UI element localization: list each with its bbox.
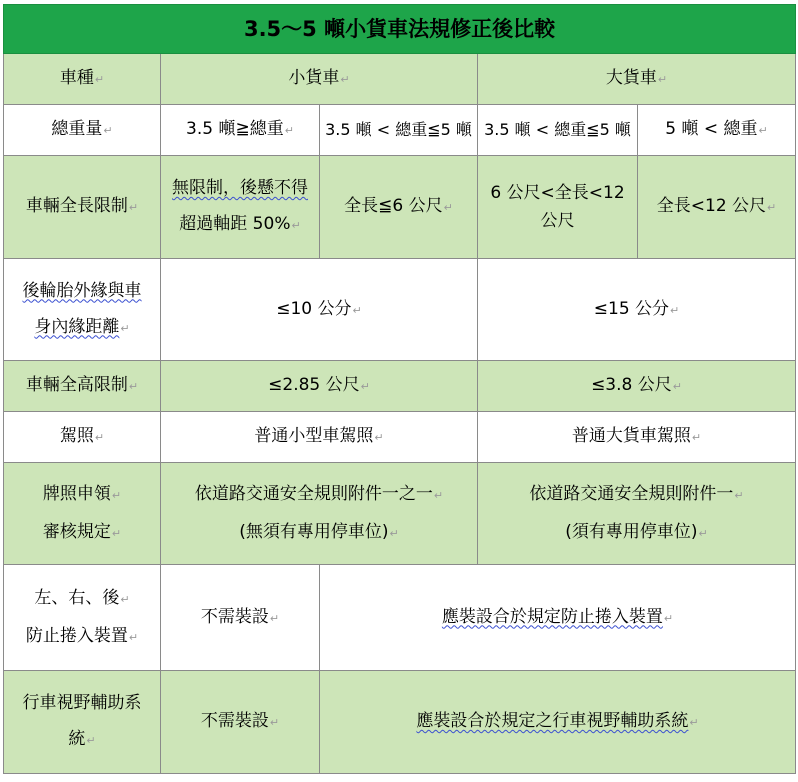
paragraph-mark-icon: ↵ bbox=[657, 73, 668, 86]
gross-weight-row bbox=[4, 105, 796, 156]
license-small: 普通小型車駕照↵ bbox=[161, 412, 478, 463]
plate-label-line-1: 牌照申領 bbox=[42, 483, 111, 504]
paragraph-mark-icon: ↵ bbox=[86, 734, 96, 747]
vision-label-line-2: 統 bbox=[68, 729, 86, 749]
paragraph-mark-icon: ↵ bbox=[120, 592, 130, 606]
rear-tire-large: ≤15 公分↵ bbox=[478, 259, 796, 361]
rear-tire-label-line-1: 後輪胎外緣與車 bbox=[22, 280, 142, 301]
height-limit-large: ≤3.8 公尺↵ bbox=[478, 361, 796, 412]
license-row bbox=[4, 412, 796, 463]
paragraph-mark-icon: ↵ bbox=[767, 201, 777, 214]
gross-weight-cell-2: 3.5 噸 < 總重≦5 噸 bbox=[320, 105, 478, 156]
paragraph-mark-icon: ↵ bbox=[389, 526, 399, 540]
vision-rest: 應裝設合於規定之行車視野輔助系統↵ bbox=[320, 671, 796, 774]
paragraph-mark-icon: ↵ bbox=[670, 303, 680, 317]
gross-weight-cell-1: 3.5 噸≧總重↵ bbox=[161, 105, 320, 156]
underrun-row bbox=[4, 565, 796, 671]
paragraph-mark-icon: ↵ bbox=[360, 380, 370, 393]
plate-large-line-2: (須有專用停車位) bbox=[565, 521, 698, 542]
gross-weight-cell-4: 5 噸 < 總重↵ bbox=[638, 105, 796, 156]
underrun-label-line-1: 左、右、後 bbox=[34, 587, 120, 608]
row-label-rear-tire bbox=[4, 259, 161, 361]
row-label-license: 駕照↵ bbox=[4, 412, 161, 463]
rear-tire-small: ≤10 公分↵ bbox=[161, 259, 478, 361]
paragraph-mark-icon: ↵ bbox=[103, 124, 113, 137]
title-row bbox=[4, 5, 796, 54]
gross-weight-cell-3: 3.5 噸 < 總重≦5 噸 bbox=[478, 105, 638, 156]
underrun-small: 不需裝設↵ bbox=[161, 565, 320, 671]
row-label-underrun bbox=[4, 565, 161, 671]
vehicle-type-row bbox=[4, 54, 796, 105]
paragraph-mark-icon: ↵ bbox=[374, 431, 384, 444]
plate-small-line-2: (無須有專用停車位) bbox=[239, 521, 389, 542]
license-large: 普通大貨車駕照↵ bbox=[478, 412, 796, 463]
paragraph-mark-icon: ↵ bbox=[128, 380, 139, 393]
paragraph-mark-icon: ↵ bbox=[269, 716, 280, 729]
row-label-length-limit: 車輛全長限制↵ bbox=[4, 156, 161, 259]
paragraph-mark-icon: ↵ bbox=[672, 380, 682, 393]
paragraph-mark-icon: ↵ bbox=[111, 488, 122, 502]
length-limit-cell-1-line-2: 超過軸距 50% bbox=[179, 214, 291, 234]
length-limit-cell-1 bbox=[161, 156, 320, 259]
length-limit-cell-3: 6 公尺<全長<12 公尺 bbox=[478, 156, 638, 259]
height-limit-small: ≤2.85 公尺↵ bbox=[161, 361, 478, 412]
paragraph-mark-icon: ↵ bbox=[758, 124, 768, 137]
paragraph-mark-icon: ↵ bbox=[433, 488, 444, 502]
underrun-label-line-2: 防止捲入裝置 bbox=[25, 625, 128, 646]
row-label-height-limit: 車輛全高限制↵ bbox=[4, 361, 161, 412]
paragraph-mark-icon: ↵ bbox=[269, 611, 280, 625]
row-label-vision bbox=[4, 671, 161, 774]
paragraph-mark-icon: ↵ bbox=[340, 73, 350, 86]
comparison-table bbox=[3, 4, 796, 774]
paragraph-mark-icon: ↵ bbox=[663, 611, 674, 625]
header-small-truck: 小貨車↵ bbox=[161, 54, 478, 105]
paragraph-mark-icon: ↵ bbox=[691, 431, 702, 444]
paragraph-mark-icon: ↵ bbox=[734, 488, 744, 502]
vision-small: 不需裝設↵ bbox=[161, 671, 320, 774]
paragraph-mark-icon: ↵ bbox=[291, 219, 301, 232]
plate-small bbox=[161, 463, 478, 565]
row-label-vehicle-type: 車種↵ bbox=[4, 54, 161, 105]
paragraph-mark-icon: ↵ bbox=[94, 431, 105, 444]
length-limit-row bbox=[4, 156, 796, 259]
paragraph-mark-icon: ↵ bbox=[128, 201, 139, 214]
vision-row bbox=[4, 671, 796, 774]
paragraph-mark-icon: ↵ bbox=[352, 303, 362, 317]
plate-large bbox=[478, 463, 796, 565]
header-large-truck: 大貨車↵ bbox=[478, 54, 796, 105]
paragraph-mark-icon: ↵ bbox=[111, 526, 122, 540]
rear-tire-label-line-2: 身內緣距離 bbox=[34, 316, 120, 337]
paragraph-mark-icon: ↵ bbox=[120, 321, 130, 335]
plate-row bbox=[4, 463, 796, 565]
row-label-gross-weight: 總重量↵ bbox=[4, 105, 161, 156]
height-limit-row bbox=[4, 361, 796, 412]
paragraph-mark-icon: ↵ bbox=[128, 630, 139, 644]
paragraph-mark-icon: ↵ bbox=[94, 73, 105, 86]
paragraph-mark-icon: ↵ bbox=[698, 526, 708, 540]
table-title bbox=[4, 5, 796, 54]
length-limit-cell-2: 全長≦6 公尺↵ bbox=[320, 156, 478, 259]
rear-tire-row bbox=[4, 259, 796, 361]
length-limit-cell-1-line-1: 無限制，後懸不得 bbox=[172, 178, 308, 198]
vision-label-line-1: 行車視野輔助系 bbox=[22, 693, 142, 713]
row-label-plate bbox=[4, 463, 161, 565]
paragraph-mark-icon: ↵ bbox=[443, 201, 453, 214]
paragraph-mark-icon: ↵ bbox=[284, 124, 294, 137]
plate-label-line-2: 審核規定 bbox=[42, 521, 111, 542]
length-limit-cell-4: 全長<12 公尺↵ bbox=[638, 156, 796, 259]
underrun-rest: 應裝設合於規定防止捲入裝置↵ bbox=[320, 565, 796, 671]
paragraph-mark-icon: ↵ bbox=[689, 716, 699, 729]
plate-small-line-1: 依道路交通安全規則附件一之一 bbox=[194, 483, 433, 504]
table-title-text: 3.5～5 噸小貨車法規修正後比較 bbox=[243, 17, 556, 41]
plate-large-line-1: 依道路交通安全規則附件一 bbox=[529, 483, 734, 504]
